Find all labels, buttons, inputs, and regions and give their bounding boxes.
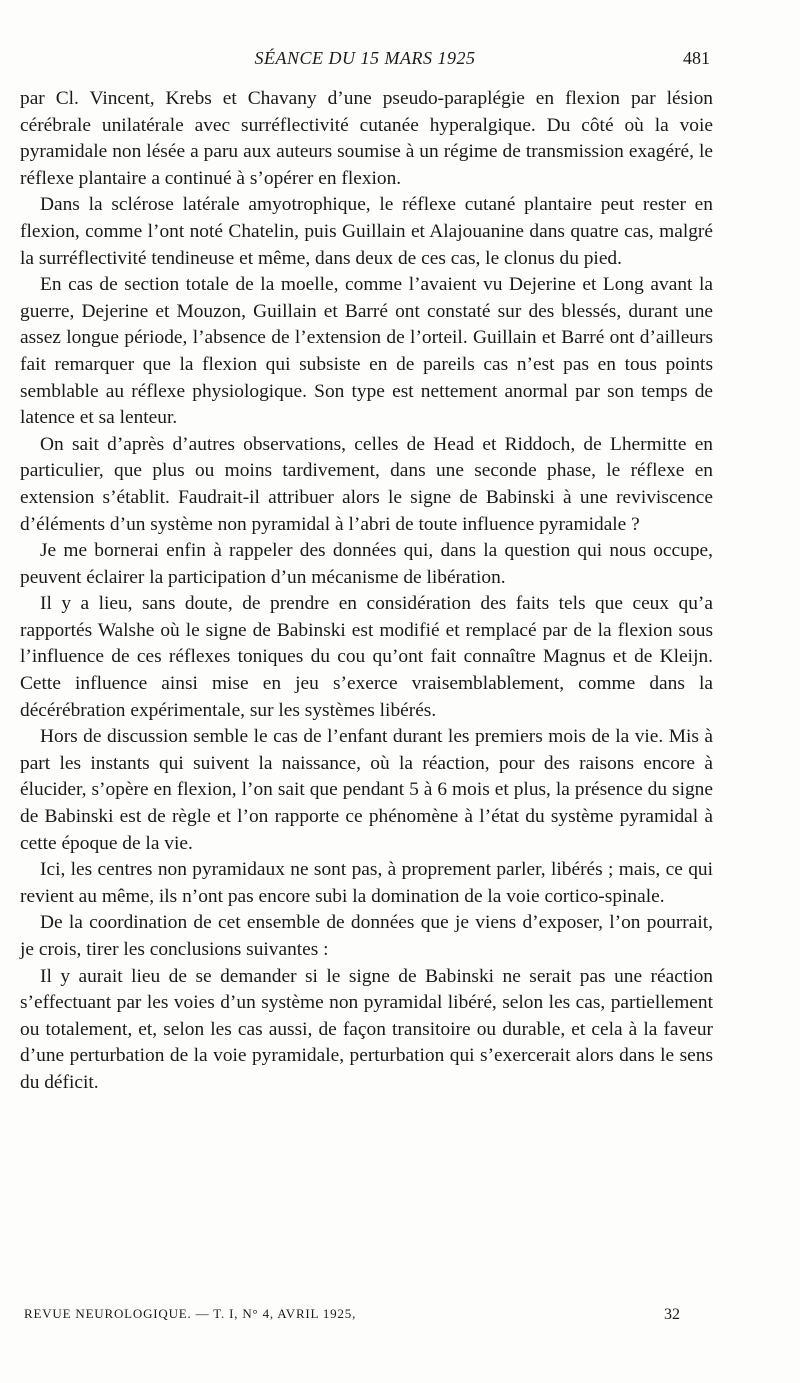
paragraph-section-moelle: En cas de section totale de la moelle, comme l’avaient vu Dejerine et Long avant la guerre, Dejerine et Mouzon, Guillain et Barré ont constaté sur des blessés, durant une assez longue période, l’absence de l’extension de l’orteil. Guillain et Barré ont d’ailleurs fait remarquer que la flexion qui subsiste en de pareils cas n’est pas en tous points semblable au réflexe physiologique. Son type est nettement anormal par son temps de latence et sa lenteur. [20,274,713,429]
paragraph-centres: Ici, les centres non pyramidaux ne sont pas, à proprement parler, libérés ; mais, ce qui revient au même, ils n’ont pas encore subi la domination de la voie cortico-spinale. [20,859,713,907]
paragraph-walshe: Il y a lieu, sans doute, de prendre en considération des faits tels que ceux qu’a rapportés Walshe où le signe de Babinski est modifié et remplacé par de la flexion sous l’influence de ces réflexes toniques du cou qu’ont fait connaître Magnus et de Kleijn. Cette influence ainsi mise en jeu s’exerce vraisemblablement, comme dans la décérébration expérimentale, sur les systèmes libérés. [20,593,713,721]
journal-citation: REVUE NEUROLOGIQUE. — T. I, N° 4, AVRIL 1925, [24,1306,357,1321]
signature-mark: 32 [664,1306,680,1323]
page-number: 481 [683,48,710,68]
running-head [20,48,710,72]
paragraph-sclerose: Dans la sclérose latérale amyotrophique, le réflexe cutané plantaire peut rester en flexion, comme l’ont noté Chatelin, puis Guillain et Alajouanine dans quatre cas, malgré la surréflectivité tendineuse et même, dans deux de ces cas, le clonus du pied. [20,194,713,269]
running-title: SÉANCE DU 15 MARS 1925 [254,48,476,68]
page-footer [24,1306,680,1330]
body-text [20,86,713,1097]
paragraph-enfant: Hors de discussion semble le cas de l’enfant durant les premiers mois de la vie. Mis à part les instants qui suivent la naissance, où la réaction, pour des raisons encore à élucider, s’opère en flexion, l’on sait que pendant 5 à 6 mois et plus, la présence du signe de Babinski est de règle et l’on rapporte ce phénomène à l’état du système pyramidal à cette époque de la vie. [20,726,713,854]
paragraph-continued: par Cl. Vincent, Krebs et Chavany d’une pseudo-paraplégie en flexion par lésion cérébrale unilatérale avec surréflectivité cutanée hyperalgique. Du côté où la voie pyramidale non lésée a paru aux auteurs soumise à un régime de transmission exagéré, le réflexe plantaire a continué à s’opérer en flexion. [20,88,713,189]
paragraph-observations: On sait d’après d’autres observations, celles de Head et Riddoch, de Lhermitte en particulier, que plus ou moins tardivement, dans une seconde phase, le réflexe en extension s’établit. Faudrait-il attribuer alors le signe de Babinski à une reviviscence d’éléments d’un système non pyramidal à l’abri de toute influence pyramidale ? [20,433,713,535]
paragraph-coordination: De la coordination de cet ensemble de données que je viens d’exposer, l’on pourrait, je crois, tirer les conclusions suivantes : [20,912,713,960]
paragraph-liberation: Je me bornerai enfin à rappeler des données qui, dans la question qui nous occupe, peuvent éclairer la participation d’un mécanisme de libération. [20,540,713,588]
paragraph-conclusion: Il y aurait lieu de se demander si le signe de Babinski ne serait pas une réaction s’effectuant par les voies d’un système non pyramidal libéré, selon les cas, partiellement ou totalement, et, selon les cas aussi, de façon transitoire ou durable, et cela à la faveur d’une perturbation de la voie pyramidale, perturbation qui s’exercerait alors dans le sens du déficit. [20,965,713,1093]
